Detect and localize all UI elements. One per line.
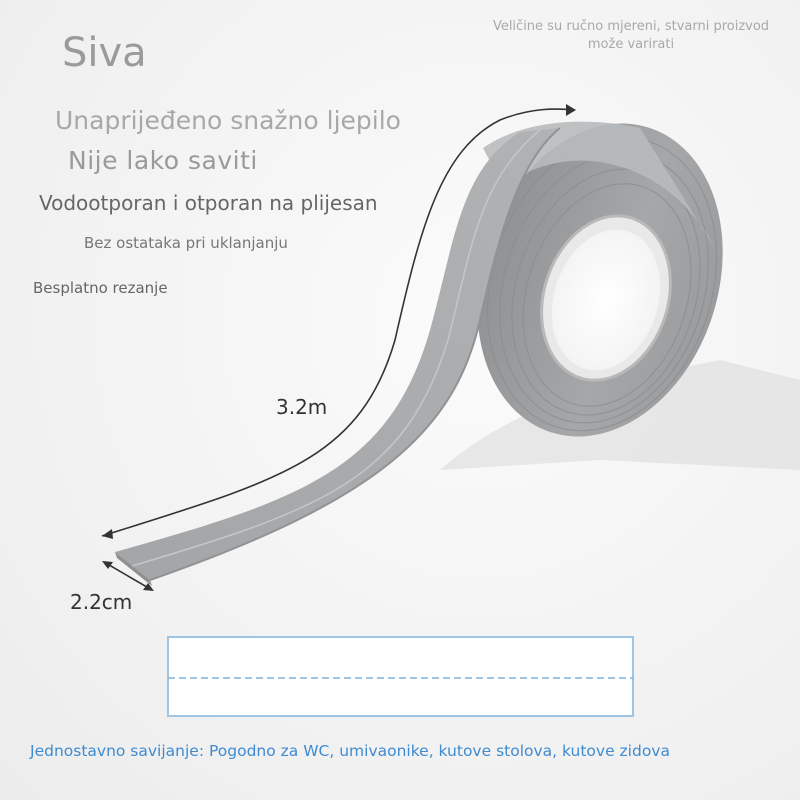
feature-no-residue: Bez ostataka pri uklanjanju (84, 234, 288, 252)
feature-free-cutting: Besplatno rezanje (33, 279, 168, 297)
width-label: 2.2cm (70, 590, 133, 614)
color-name: Siva (62, 30, 147, 76)
size-note: Veličine su ručno mjereni, stvarni proizvod može varirati (492, 19, 770, 52)
feature-waterproof: Vodootporan i otporan na plijesan (39, 191, 378, 215)
usage-caption: Jednostavno savijanje: Pogodno za WC, umivaonike, kutove stolova, kutove zidova (30, 742, 670, 760)
feature-not-easy-bend: Nije lako saviti (68, 146, 258, 175)
bend-sample (168, 637, 633, 716)
feature-strong-adhesive: Unaprijeđeno snažno ljepilo (55, 106, 401, 135)
length-label: 3.2m (276, 395, 328, 419)
